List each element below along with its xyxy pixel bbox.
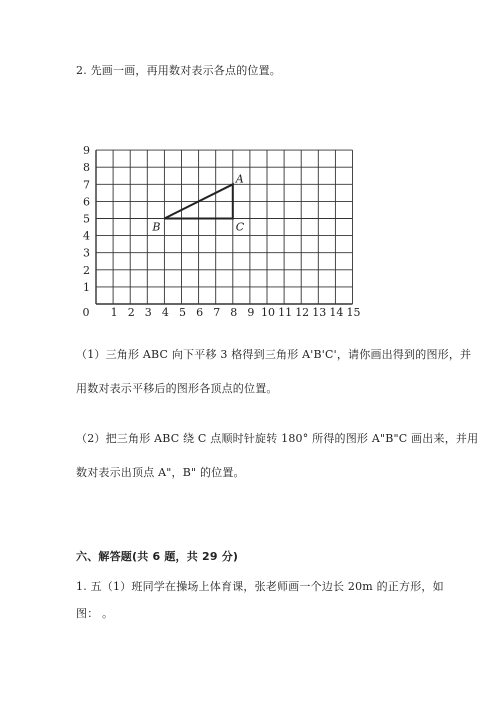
x-tick-label: 0 bbox=[82, 306, 90, 319]
x-tick-label: 15 bbox=[346, 306, 361, 319]
section-question-1-line-1: 1. 五（1）班同学在操场上体育课，张老师画一个边长 20m 的正方形，如 bbox=[76, 580, 444, 593]
x-tick-label: 5 bbox=[179, 306, 186, 319]
coordinate-grid bbox=[80, 140, 380, 325]
y-tick-label: 9 bbox=[83, 144, 90, 158]
x-tick-label: 11 bbox=[278, 306, 293, 319]
x-tick-label: 9 bbox=[247, 306, 255, 319]
y-tick-label: 2 bbox=[83, 263, 90, 277]
x-tick-label: 8 bbox=[230, 306, 238, 319]
y-tick-label: 4 bbox=[83, 229, 90, 243]
triangle-abc bbox=[151, 172, 244, 233]
x-tick-label: 2 bbox=[127, 306, 135, 319]
x-tick-label: 6 bbox=[196, 306, 204, 319]
x-tick-label: 4 bbox=[161, 306, 169, 319]
y-tick-label: 1 bbox=[83, 280, 90, 294]
x-tick-label: 14 bbox=[329, 306, 344, 319]
vertex-label-a: A bbox=[235, 172, 244, 186]
x-tick-label: 3 bbox=[144, 306, 152, 319]
question-title: 2. 先画一画，再用数对表示各点的位置。 bbox=[76, 64, 281, 77]
y-tick-label: 6 bbox=[83, 195, 90, 209]
x-tick-label: 13 bbox=[312, 306, 327, 319]
x-tick-label: 1 bbox=[110, 306, 118, 319]
x-tick-label: 10 bbox=[261, 306, 275, 319]
y-tick-label: 8 bbox=[83, 161, 90, 175]
x-tick-label: 7 bbox=[213, 306, 221, 319]
section-question-1-line-2: 图： 。 bbox=[76, 607, 114, 620]
y-tick-label: 7 bbox=[83, 178, 90, 192]
y-tick-label: 3 bbox=[83, 246, 90, 260]
vertex-label-b: B bbox=[152, 220, 161, 234]
subquestion-1-line-2: 用数对表示平移后的图形各顶点的位置。 bbox=[76, 382, 278, 395]
subquestion-1-line-1: （1）三角形 ABC 向下平移 3 格得到三角形 A'B'C'，请你画出得到的图形，并 bbox=[76, 348, 472, 361]
section-heading: 六、解答题(共 6 题，共 29 分) bbox=[76, 550, 239, 563]
subquestion-2-line-2: 数对表示出顶点 A"，B" 的位置。 bbox=[76, 466, 245, 479]
vertex-label-c: C bbox=[235, 220, 245, 234]
subquestion-2-line-1: （2）把三角形 ABC 绕 C 点顺时针旋转 180° 所得的图形 A"B"C 画出来，并用 bbox=[76, 432, 479, 445]
grid-lines bbox=[96, 150, 353, 304]
x-tick-label: 12 bbox=[295, 306, 310, 319]
axis-labels bbox=[83, 144, 361, 319]
y-tick-label: 5 bbox=[83, 212, 90, 226]
